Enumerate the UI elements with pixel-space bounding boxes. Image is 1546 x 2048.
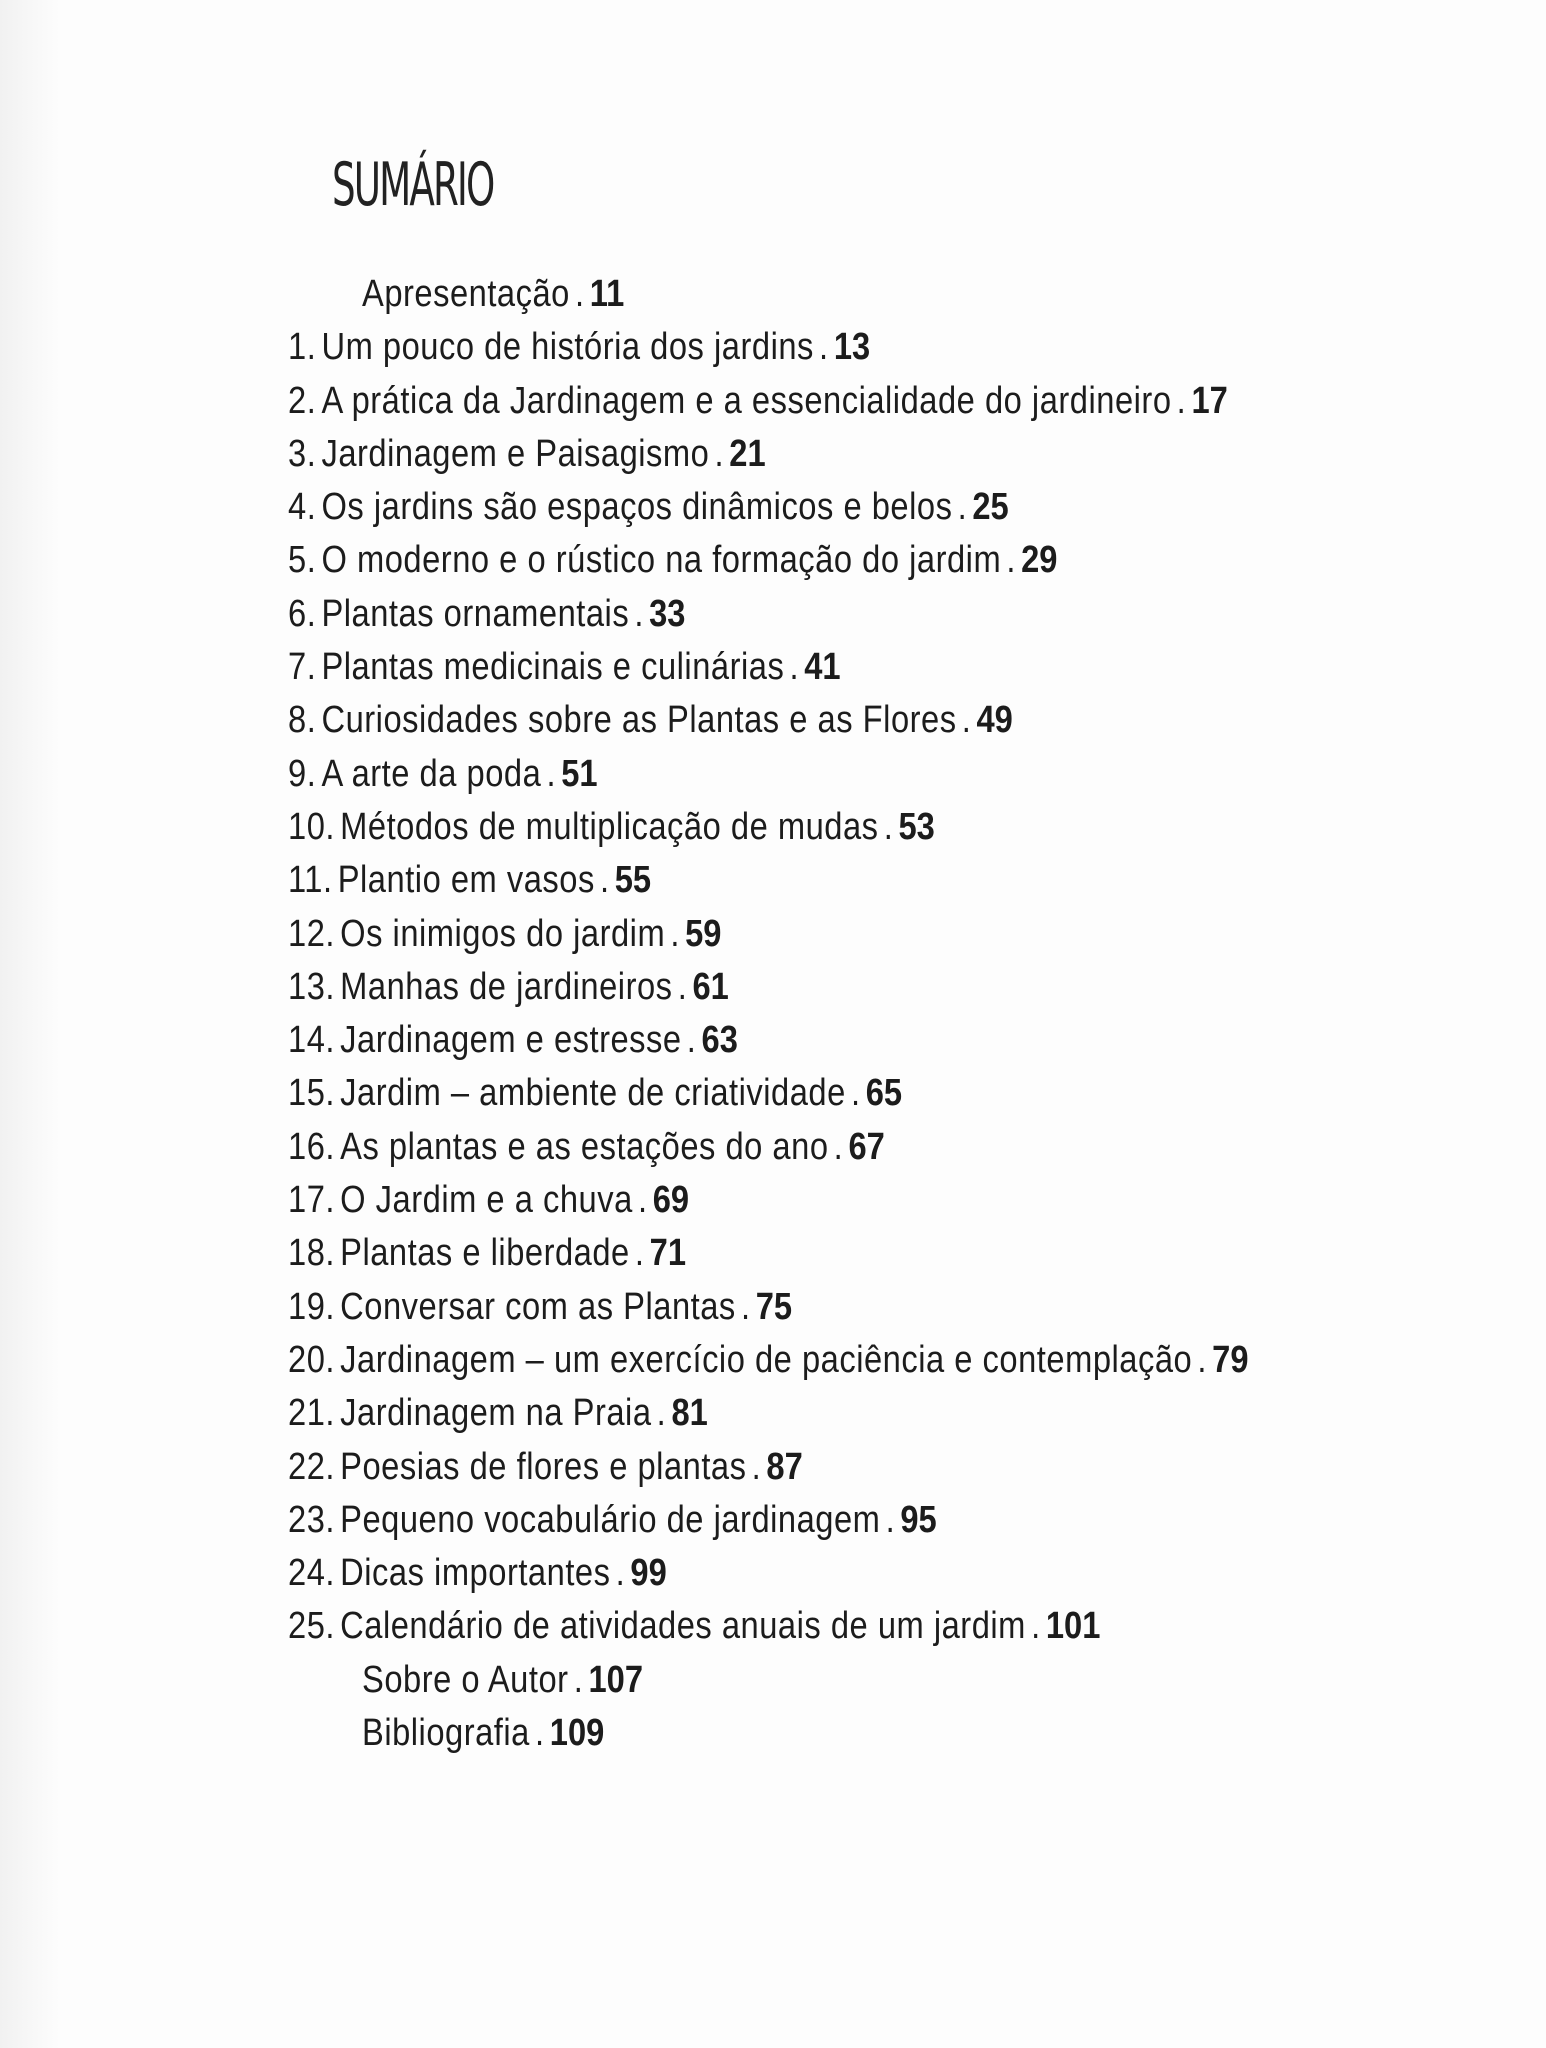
page-number: 13 xyxy=(833,326,871,369)
chapter-number: 8. xyxy=(288,699,317,742)
chapter-title: Métodos de multiplicação de mudas xyxy=(340,805,879,848)
chapter-title: Bibliografia xyxy=(362,1712,530,1755)
chapter-title: Conversar com as Plantas xyxy=(340,1285,736,1328)
page-number: 41 xyxy=(804,646,841,689)
toc-entry xyxy=(0,481,1546,534)
page-number: 21 xyxy=(729,432,766,475)
page-number: 109 xyxy=(549,1712,605,1755)
page-number: 17 xyxy=(1191,379,1228,422)
chapter-title: Plantio em vasos xyxy=(337,859,595,902)
chapter-title: Plantas medicinais e culinárias xyxy=(321,646,785,689)
page-number: 55 xyxy=(614,859,652,902)
page-separator: . xyxy=(677,965,688,1008)
toc-entry xyxy=(0,1600,1546,1653)
chapter-number: 19. xyxy=(288,1285,335,1328)
chapter-title: Os inimigos do jardim xyxy=(340,912,666,955)
page-separator: . xyxy=(819,326,829,369)
toc-entry xyxy=(0,854,1546,907)
page-number: 79 xyxy=(1212,1338,1249,1381)
toc-entry-line xyxy=(288,1334,1249,1387)
toc-entry-line xyxy=(288,961,729,1014)
toc-entry xyxy=(0,1387,1546,1440)
toc-entry xyxy=(0,641,1546,694)
toc-entry-line xyxy=(288,1387,708,1440)
toc-entry xyxy=(0,801,1546,854)
chapter-number: 1. xyxy=(288,326,317,369)
toc-entry-line xyxy=(362,268,624,321)
chapter-title: Calendário de atividades anuais de um jardim xyxy=(340,1605,1026,1648)
chapter-title: Jardim – ambiente de criatividade xyxy=(340,1072,846,1115)
chapter-title: Plantas e liberdade xyxy=(340,1232,630,1275)
toc-entry-line xyxy=(288,1174,689,1227)
chapter-number: 12. xyxy=(288,912,335,955)
toc-entry xyxy=(0,1067,1546,1120)
page-number: 53 xyxy=(898,805,935,848)
page-number: 65 xyxy=(865,1072,903,1115)
page-separator: . xyxy=(833,1125,844,1168)
chapter-number: 9. xyxy=(288,752,317,795)
toc-entry-line xyxy=(288,1547,667,1600)
toc-entry xyxy=(0,1227,1546,1280)
chapter-title: Poesias de flores e plantas xyxy=(340,1445,747,1488)
page-separator: . xyxy=(634,1232,645,1275)
toc-entry-line xyxy=(288,534,1057,587)
page-number: 33 xyxy=(649,592,686,635)
page-number: 11 xyxy=(589,273,625,315)
toc-entry xyxy=(0,1441,1546,1494)
chapter-number: 7. xyxy=(288,646,317,689)
page-title: SUMÁRIO xyxy=(332,150,494,220)
toc-entry xyxy=(0,588,1546,641)
chapter-title: As plantas e as estações do ano xyxy=(340,1125,829,1168)
toc-entry-line xyxy=(288,801,935,854)
toc-entry xyxy=(0,428,1546,481)
page-number: 99 xyxy=(630,1552,667,1595)
toc-entry xyxy=(0,321,1546,374)
chapter-title: O moderno e o rústico na formação do jardim xyxy=(321,539,1002,582)
chapter-number: 15. xyxy=(288,1072,335,1115)
toc-entry-line xyxy=(288,428,766,481)
chapter-number: 3. xyxy=(288,432,317,475)
toc-entry xyxy=(0,375,1546,428)
page-number: 67 xyxy=(848,1125,885,1168)
toc-entry-line xyxy=(288,1121,885,1174)
chapter-title: Jardinagem na Praia xyxy=(340,1392,652,1435)
chapter-number: 22. xyxy=(288,1445,335,1488)
chapter-title: Plantas ornamentais xyxy=(321,592,630,635)
page-separator: . xyxy=(883,805,894,848)
chapter-number: 21. xyxy=(288,1392,335,1435)
page-separator: . xyxy=(615,1552,626,1595)
page-number: 69 xyxy=(652,1179,690,1222)
toc-entry-line xyxy=(288,1441,803,1494)
chapter-title: Jardinagem e Paisagismo xyxy=(321,432,710,475)
toc-entry-line xyxy=(288,321,870,374)
page-separator: . xyxy=(957,486,968,529)
page-separator: . xyxy=(1176,379,1187,422)
chapter-number: 23. xyxy=(288,1498,335,1541)
page-separator: . xyxy=(535,1712,545,1755)
toc-entry xyxy=(0,1547,1546,1600)
page-separator: . xyxy=(1031,1605,1041,1648)
toc-entry xyxy=(0,748,1546,801)
page-separator: . xyxy=(670,912,680,955)
chapter-number: 6. xyxy=(288,592,317,635)
toc-entry xyxy=(0,694,1546,747)
toc-entry xyxy=(0,1281,1546,1334)
chapter-title: Apresentação xyxy=(362,273,570,315)
chapter-title: O Jardim e a chuva xyxy=(340,1179,633,1222)
toc-entry-line xyxy=(288,748,598,801)
page-separator: . xyxy=(546,752,557,795)
page-separator: . xyxy=(1197,1338,1207,1381)
toc-entry-line xyxy=(288,641,841,694)
page-number: 29 xyxy=(1021,539,1058,582)
chapter-number: 5. xyxy=(288,539,317,582)
page-number: 107 xyxy=(588,1658,644,1701)
toc-entry-line xyxy=(288,854,651,907)
chapter-number: 10. xyxy=(288,805,335,848)
chapter-number: 11. xyxy=(288,859,333,902)
toc-entry xyxy=(0,1121,1546,1174)
page-separator: . xyxy=(885,1498,896,1541)
page-number: 59 xyxy=(685,912,722,955)
page-number: 81 xyxy=(671,1392,708,1435)
toc-entry-line xyxy=(288,375,1228,428)
page-separator: . xyxy=(961,699,972,742)
page-number: 95 xyxy=(900,1498,937,1541)
toc-entry-line xyxy=(362,1707,604,1760)
toc-entry-line xyxy=(288,481,1009,534)
chapter-title: Dicas importantes xyxy=(340,1552,611,1595)
toc-entry xyxy=(0,961,1546,1014)
chapter-number: 2. xyxy=(288,379,317,422)
page-number: 63 xyxy=(701,1019,738,1062)
page-separator: . xyxy=(599,859,610,902)
chapter-title: Os jardins são espaços dinâmicos e belos xyxy=(321,486,953,529)
page-separator: . xyxy=(714,432,725,475)
chapter-title: Manhas de jardineiros xyxy=(340,965,673,1008)
chapter-number: 4. xyxy=(288,486,317,529)
toc-entry-line xyxy=(288,1227,686,1280)
page-separator: . xyxy=(751,1445,762,1488)
page-separator: . xyxy=(850,1072,861,1115)
toc-entry-line xyxy=(288,1067,902,1120)
page-separator: . xyxy=(1006,539,1016,582)
page-number: 101 xyxy=(1045,1605,1101,1648)
chapter-title: Sobre o Autor xyxy=(362,1658,569,1701)
page-separator: . xyxy=(686,1019,697,1062)
page-separator: . xyxy=(634,592,644,635)
page-number: 51 xyxy=(561,752,598,795)
chapter-number: 18. xyxy=(288,1232,335,1275)
table-of-contents xyxy=(0,268,1546,1760)
chapter-title: A prática da Jardinagem e a essencialidade do jardineiro xyxy=(321,379,1172,422)
toc-entry-line xyxy=(288,1281,792,1334)
chapter-title: Pequeno vocabulário de jardinagem xyxy=(340,1498,881,1541)
page-number: 75 xyxy=(755,1285,793,1328)
toc-entry xyxy=(0,1494,1546,1547)
toc-entry-line xyxy=(288,588,685,641)
toc-entry xyxy=(0,1654,1546,1707)
page-number: 87 xyxy=(766,1445,803,1488)
page-separator: . xyxy=(740,1285,751,1328)
page-separator: . xyxy=(637,1179,648,1222)
page-number: 61 xyxy=(692,965,729,1008)
chapter-title: Curiosidades sobre as Plantas e as Flores xyxy=(321,699,957,742)
page-number: 71 xyxy=(649,1232,687,1275)
toc-entry-line xyxy=(288,694,1013,747)
toc-entry-line xyxy=(288,1494,937,1547)
chapter-number: 14. xyxy=(288,1019,335,1062)
chapter-number: 17. xyxy=(288,1179,335,1222)
toc-entry-line xyxy=(288,908,721,961)
page-number: 25 xyxy=(972,486,1009,529)
chapter-title: A arte da poda xyxy=(321,752,542,795)
toc-entry-line xyxy=(288,1014,738,1067)
page-separator: . xyxy=(656,1392,667,1435)
toc-entry xyxy=(0,908,1546,961)
page-number: 49 xyxy=(976,699,1013,742)
chapter-number: 20. xyxy=(288,1338,335,1381)
page-separator: . xyxy=(575,273,585,315)
chapter-number: 16. xyxy=(288,1125,335,1168)
chapter-number: 13. xyxy=(288,965,335,1008)
chapter-number: 24. xyxy=(288,1552,335,1595)
toc-entry xyxy=(0,1707,1546,1760)
toc-entry-line xyxy=(362,1654,643,1707)
page-separator: . xyxy=(573,1658,584,1701)
toc-entry xyxy=(0,1174,1546,1227)
toc-entry xyxy=(0,268,1546,321)
chapter-title: Jardinagem – um exercício de paciência e contemplação xyxy=(340,1338,1193,1381)
toc-entry xyxy=(0,1334,1546,1387)
toc-entry xyxy=(0,534,1546,587)
page-separator: . xyxy=(789,646,800,689)
toc-entry-line xyxy=(288,1600,1100,1653)
chapter-title: Jardinagem e estresse xyxy=(340,1019,682,1062)
chapter-title: Um pouco de história dos jardins xyxy=(321,326,814,369)
toc-entry xyxy=(0,1014,1546,1067)
chapter-number: 25. xyxy=(288,1605,335,1648)
